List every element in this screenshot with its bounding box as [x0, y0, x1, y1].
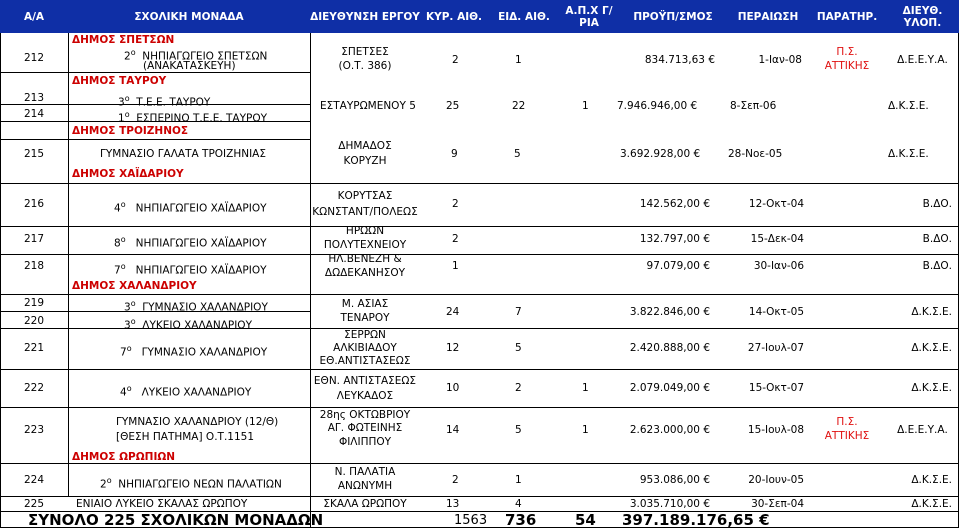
- row-number: 217: [24, 233, 45, 245]
- directorate: ΣΕΡΡΩΝ: [344, 329, 386, 341]
- kyr-value: 10: [446, 382, 460, 394]
- eid-value: 5: [514, 148, 521, 160]
- completion-date: 15-Δεκ-04: [750, 233, 804, 245]
- dieyth-value: Δ.Κ.Σ.Ε.: [911, 474, 952, 486]
- row-number: 215: [24, 148, 45, 160]
- municipality-label: ΔΗΜΟΣ ΣΠΕΤΣΩΝ: [72, 34, 175, 46]
- directorate-line3: ΕΘ.ΑΝΤΙΣΤΑΣΕΩΣ: [319, 355, 411, 367]
- row-number: 214: [24, 108, 45, 120]
- directorate: ΗΡΩΩΝ: [345, 225, 385, 237]
- completion-date: 1-Ιαν-08: [758, 54, 802, 66]
- header-eid: ΕΙΔ. ΑΙΘ.: [498, 10, 550, 23]
- kyr-value: 12: [446, 342, 460, 354]
- header-school: ΣΧΟΛΙΚΗ ΜΟΝΑΔΑ: [134, 10, 244, 23]
- school-name: $2^o$ ΝΗΠΙΑΓΩΓΕΙΟ ΣΠΕΤΣΩΝ: [124, 48, 268, 63]
- directorate-line2: ΔΩΔΕΚΑΝΗΣΟΥ: [324, 267, 406, 279]
- row-number: 216: [24, 198, 45, 210]
- school-name: $7^o$ ΝΗΠΙΑΓΩΓΕΙΟ ΧΑΪΔΑΡΙΟΥ: [114, 262, 267, 277]
- school-name-line2: [ΘΕΣΗ ΠΑΤΗΜΑ] Ο.Τ.1151: [116, 431, 255, 443]
- directorate-line2: ΠΟΛΥΤΕΧΝΕΙΟΥ: [323, 239, 407, 251]
- school-name: $7^o$ ΓΥΜΝΑΣΙΟ ΧΑΛΑΝΔΡΙΟΥ: [120, 344, 268, 359]
- kyr-value: 13: [446, 498, 460, 510]
- header-dieyth: ΔΙΕΥΘ. ΥΛΟΠ.: [902, 4, 943, 29]
- dieyth-value: Β.ΔΟ.: [922, 198, 952, 210]
- row-number: 220: [24, 315, 45, 327]
- row-number: 218: [24, 260, 45, 272]
- grid-line: [0, 407, 959, 408]
- row-number: 219: [24, 297, 45, 309]
- grid-line: [0, 183, 959, 184]
- school-name: $3^o$ ΓΥΜΝΑΣΙΟ ΧΑΛΑΝΔΡΙΟΥ: [124, 299, 268, 314]
- school-name: $8^o$ ΝΗΠΙΑΓΩΓΕΙΟ ΧΑΪΔΑΡΙΟΥ: [114, 235, 267, 250]
- municipality-label: ΔΗΜΟΣ ΤΡΟΙΖΗΝΟΣ: [72, 125, 189, 137]
- grid-line: [0, 33, 1, 528]
- budget-value: 3.035.710,00 €: [629, 498, 710, 510]
- grid-line: [310, 33, 311, 528]
- row-number: 224: [24, 474, 45, 486]
- budget-value: 3.822.846,00 €: [629, 306, 710, 318]
- dieyth-value: Δ.Ε.Ε.Υ.Α.: [897, 54, 948, 66]
- directorate: ΔΗΜΑΔΟΣ: [338, 140, 392, 152]
- grid-line: [0, 369, 959, 370]
- school-name: ΕΝΙΑΙΟ ΛΥΚΕΙΟ ΣΚΑΛΑΣ ΩΡΩΠΟΥ: [76, 498, 248, 510]
- directorate: ΗΛ.ΒΕΝΕΖΗ &: [328, 253, 402, 265]
- eid-value: 1: [515, 474, 522, 486]
- row-number: 225: [24, 498, 45, 510]
- dieyth-value: Δ.Κ.Σ.Ε.: [911, 382, 952, 394]
- school-name: $1^o$ ΕΣΠΕΡΙΝΟ Τ.Ε.Ε. ΤΑΥΡΟΥ: [118, 110, 268, 125]
- dieyth-value: Δ.Κ.Σ.Ε.: [911, 498, 952, 510]
- directorate-line2: ΚΩΝΣΤΑΝΤ/ΠΟΛΕΩΣ: [312, 206, 418, 218]
- directorate-line2: ΚΟΡΥΖΗ: [343, 155, 387, 167]
- budget-value: 3.692.928,00 €: [620, 148, 701, 160]
- eid-value: 2: [515, 382, 522, 394]
- row-number: 222: [24, 382, 45, 394]
- directorate: ΚΟΡΥΤΣΑΣ: [337, 190, 393, 202]
- grid-line: [0, 294, 959, 295]
- directorate: ΕΣΤΑΥΡΩΜΕΝΟΥ 5: [320, 100, 416, 112]
- row-number: 213: [24, 92, 45, 104]
- school-name-line2: (ΑΝΑΚΑΤΑΣΚΕΥΗ): [143, 60, 236, 72]
- municipality-label: ΔΗΜΟΣ ΧΑΛΑΝΔΡΙΟΥ: [72, 280, 197, 292]
- completion-date: 12-Οκτ-04: [748, 198, 804, 210]
- total-count: 1563: [454, 513, 488, 528]
- kyr-value: 1: [452, 260, 459, 272]
- kyr-value: 2: [452, 198, 459, 210]
- header-kyr: ΚΥΡ. ΑΙΘ.: [425, 10, 483, 23]
- kyr-value: 25: [446, 100, 460, 112]
- eid-value: 7: [515, 306, 522, 318]
- grid-line: [0, 496, 959, 497]
- directorate: ΣΠΕΤΣΕΣ: [341, 46, 389, 58]
- school-name: $3^o$ Τ.Ε.Ε. ΤΑΥΡΟΥ: [118, 94, 211, 109]
- budget-value: 953.086,00 €: [639, 474, 710, 486]
- directorate-line2: ΤΕΝΑΡΟΥ: [340, 312, 390, 324]
- eid-value: 4: [515, 498, 522, 510]
- school-name: $4^o$ ΝΗΠΙΑΓΩΓΕΙΟ ΧΑΪΔΑΡΙΟΥ: [114, 200, 267, 215]
- notes-value: Π.Σ.: [836, 416, 858, 428]
- completion-date: 30-Σεπ-04: [751, 498, 804, 510]
- kyr-value: 24: [446, 306, 460, 318]
- total-eid: 54: [575, 511, 596, 529]
- budget-value: 7.946.946,00 €: [617, 100, 698, 112]
- completion-date: 30-Ιαν-06: [753, 260, 804, 272]
- notes-value: Π.Σ.: [836, 46, 858, 58]
- school-name: ΓΥΜΝΑΣΙΟ ΧΑΛΑΝΔΡΙΟΥ (12/Θ): [116, 416, 279, 428]
- kyr-value: 2: [452, 233, 459, 245]
- completion-date: 15-Οκτ-07: [748, 382, 804, 394]
- budget-value: 834.713,63 €: [644, 54, 715, 66]
- directorate-line2: ΑΝΩΝΥΜΗ: [337, 480, 393, 492]
- header-aa: Α/Α: [23, 10, 45, 23]
- dieyth-value: Β.ΔΟ.: [922, 260, 952, 272]
- school-name: $2^o$ ΝΗΠΙΑΓΩΓΕΙΟ ΝΕΩΝ ΠΑΛΑΤΙΩΝ: [100, 476, 282, 491]
- header-completion: ΠΕΡΑΙΩΣΗ: [737, 10, 799, 23]
- completion-date: 8-Σεπ-06: [730, 100, 777, 112]
- municipality-label: ΔΗΜΟΣ ΤΑΥΡΟΥ: [72, 75, 167, 87]
- grid-line: [0, 254, 959, 255]
- header-aph: Α.Π.Χ Γ/ΡΙΑ: [565, 4, 613, 29]
- directorate-line2: ΑΓ. ΦΩΤΕΙΝΗΣ: [327, 422, 403, 434]
- completion-date: 20-Ιουν-05: [748, 474, 804, 486]
- eid-value: 5: [515, 424, 522, 436]
- kyr-value: 14: [446, 424, 460, 436]
- header-budget: ΠΡΟΫΠ/ΣΜΟΣ: [633, 10, 713, 23]
- notes-value-line2: ΑΤΤΙΚΗΣ: [824, 60, 870, 72]
- kyr-value: 9: [451, 148, 458, 160]
- dieyth-value: Δ.Κ.Σ.Ε.: [888, 148, 929, 160]
- dieyth-value: Δ.Ε.Ε.Υ.Α.: [897, 424, 948, 436]
- budget-value: 2.420.888,00 €: [629, 342, 710, 354]
- notes-value-line2: ΑΤΤΙΚΗΣ: [824, 430, 870, 442]
- aph-value: 1: [582, 424, 589, 436]
- kyr-value: 2: [452, 474, 459, 486]
- aph-value: 1: [582, 100, 589, 112]
- kyr-value: 2: [452, 54, 459, 66]
- budget-value: 142.562,00 €: [639, 198, 710, 210]
- grid-line: [0, 226, 959, 227]
- directorate-line2: (Ο.Τ. 386): [338, 60, 392, 72]
- dieyth-value: Δ.Κ.Σ.Ε.: [911, 306, 952, 318]
- total-budget: 397.189.176,65 €: [622, 511, 770, 529]
- budget-value: 132.797,00 €: [639, 233, 710, 245]
- budget-value: 2.623.000,00 €: [629, 424, 710, 436]
- directorate: 28ης ΟΚΤΩΒΡΙΟΥ: [319, 409, 411, 421]
- grid-line: [0, 139, 310, 140]
- directorate: Μ. ΑΣΙΑΣ: [341, 298, 389, 310]
- total-label: ΣΥΝΟΛΟ 225 ΣΧΟΛΙΚΩΝ ΜΟΝΑΔΩΝ: [28, 511, 324, 529]
- school-name: $4^o$ ΛΥΚΕΙΟ ΧΑΛΑΝΔΡΙΟΥ: [120, 384, 252, 399]
- directorate-line2: ΑΛΚΙΒΙΑΔΟΥ: [333, 342, 397, 354]
- directorate: ΣΚΑΛΑ ΩΡΩΠΟΥ: [323, 498, 407, 510]
- completion-date: 28-Νοε-05: [728, 148, 783, 160]
- municipality-label: ΔΗΜΟΣ ΩΡΩΠΙΩΝ: [72, 451, 176, 463]
- row-number: 212: [24, 52, 45, 64]
- directorate-line3: ΦΙΛΙΠΠΟΥ: [338, 436, 392, 448]
- school-name: ΓΥΜΝΑΣΙΟ ΓΑΛΑΤΑ ΤΡΟΙΖΗΝΙΑΣ: [100, 148, 266, 160]
- directorate: Ν. ΠΑΛΑΤΙΑ: [334, 466, 396, 478]
- municipality-label: ΔΗΜΟΣ ΧΑΪΔΑΡΙΟΥ: [72, 168, 184, 180]
- school-name: $3^o$ ΛΥΚΕΙΟ ΧΑΛΑΝΔΡΙΟΥ: [124, 317, 252, 332]
- directorate: ΕΘΝ. ΑΝΤΙΣΤΑΣΕΩΣ: [313, 375, 417, 387]
- dieyth-value: Δ.Κ.Σ.Ε.: [888, 100, 929, 112]
- table-header: [0, 0, 959, 33]
- dieyth-value: Δ.Κ.Σ.Ε.: [911, 342, 952, 354]
- aph-value: 1: [582, 382, 589, 394]
- completion-date: 14-Οκτ-05: [748, 306, 804, 318]
- eid-value: 1: [515, 54, 522, 66]
- dieyth-value: Β.ΔΟ.: [922, 233, 952, 245]
- directorate-line2: ΛΕΥΚΑΔΟΣ: [336, 390, 394, 402]
- row-number: 221: [24, 342, 45, 354]
- eid-value: 5: [515, 342, 522, 354]
- eid-value: 22: [512, 100, 526, 112]
- completion-date: 15-Ιουλ-08: [747, 424, 804, 436]
- total-kyr: 736: [505, 511, 537, 529]
- header-notes: ΠΑΡΑΤΗΡ.: [816, 10, 878, 23]
- budget-value: 2.079.049,00 €: [629, 382, 710, 394]
- grid-line: [68, 33, 69, 497]
- completion-date: 27-Ιουλ-07: [747, 342, 804, 354]
- row-number: 223: [24, 424, 45, 436]
- header-directorate: ΔΙΕΥΘΥΝΣΗ ΕΡΓΟΥ: [310, 10, 420, 23]
- budget-value: 97.079,00 €: [646, 260, 710, 272]
